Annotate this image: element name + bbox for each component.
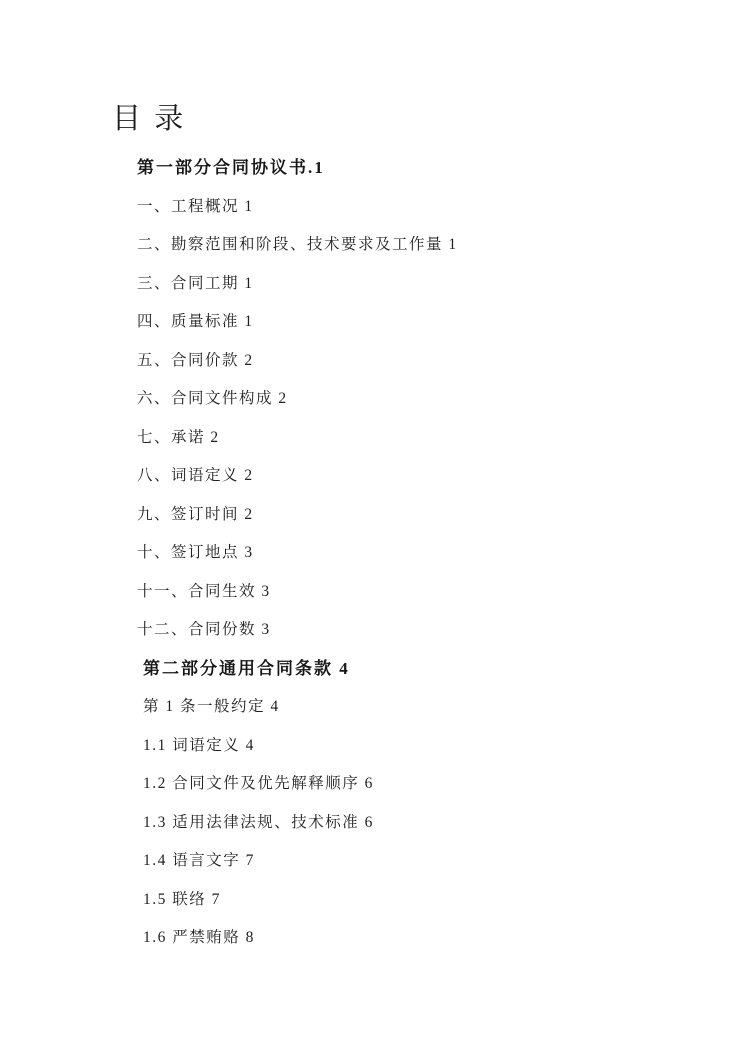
toc-entry: 九、签订时间 2 <box>137 505 254 523</box>
toc-entry: 七、承诺 2 <box>137 428 220 446</box>
toc-entry: 1.4 语言文字 7 <box>143 852 255 869</box>
toc-entry: 三、合同工期 1 <box>137 274 254 292</box>
toc-entry: 四、质量标准 1 <box>137 313 254 330</box>
toc-entry: 1.5 联络 7 <box>143 890 221 908</box>
toc-list <box>0 149 744 958</box>
toc-entry: 五、合同价款 2 <box>137 351 254 369</box>
toc-title: 目 录 <box>112 103 187 135</box>
toc-entry: 一、工程概况 1 <box>137 197 254 215</box>
toc-entry: 1.1 词语定义 4 <box>143 736 255 754</box>
toc-entry: 1.3 适用法律法规、技术标准 6 <box>143 813 374 831</box>
toc-part-heading: 第二部分通用合同条款 4 <box>143 658 350 678</box>
toc-entry: 十二、合同份数 3 <box>137 621 271 638</box>
toc-entry: 1.2 合同文件及优先解释顺序 6 <box>143 775 374 792</box>
toc-entry: 十一、合同生效 3 <box>137 582 271 600</box>
toc-entry: 八、词语定义 2 <box>137 467 254 484</box>
toc-entry: 第 1 条一般约定 4 <box>143 698 280 715</box>
toc-entry: 十、签订地点 3 <box>137 544 254 561</box>
toc-entry: 六、合同文件构成 2 <box>137 390 288 407</box>
toc-entry: 1.6 严禁贿赂 8 <box>143 929 255 946</box>
toc-part-heading: 第一部分合同协议书.1 <box>137 158 325 177</box>
toc-entry: 二、勘察范围和阶段、技术要求及工作量 1 <box>137 236 458 253</box>
